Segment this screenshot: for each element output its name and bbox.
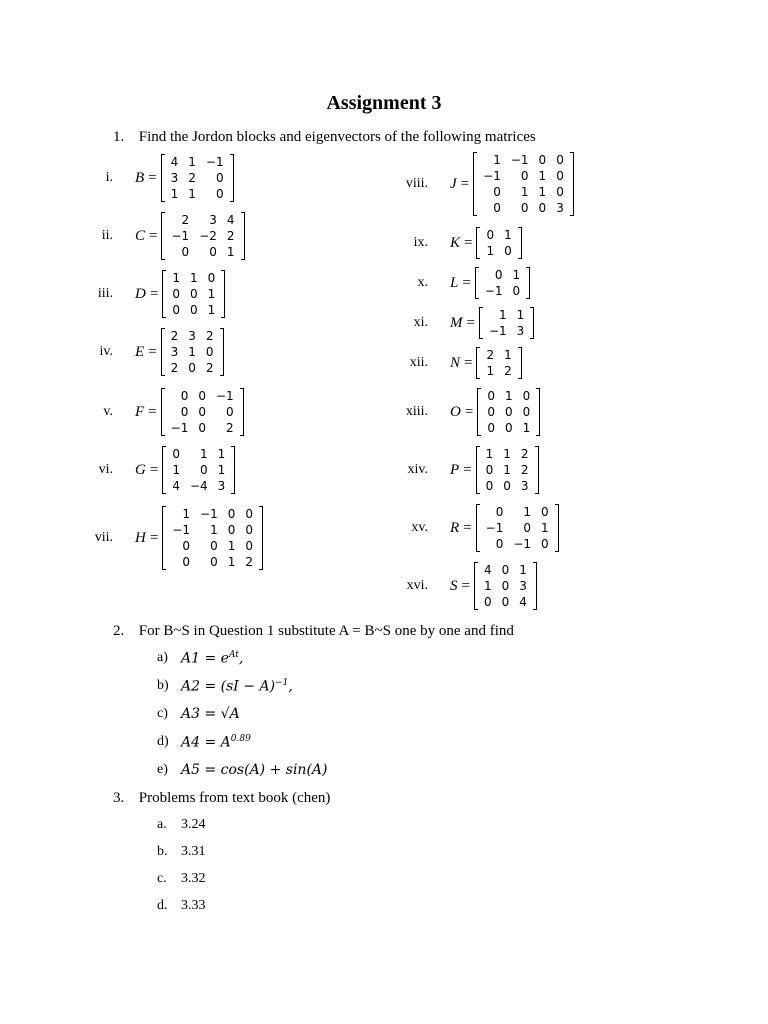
question-1-number: 1. xyxy=(113,129,125,145)
matrix-cell: 2 xyxy=(181,213,190,227)
question-3-subitem xyxy=(157,898,206,914)
equals-sign: = xyxy=(466,314,475,331)
matrix-cell: −1 xyxy=(483,169,501,183)
matrix-cell: 2 xyxy=(188,171,196,185)
matrix-variable: E xyxy=(135,343,145,360)
matrix xyxy=(473,152,574,216)
assignment-title: Assignment 3 xyxy=(326,92,442,114)
question-2-subitem xyxy=(157,706,240,722)
matrix-cell: −1 xyxy=(485,521,504,535)
question-2-subitem xyxy=(157,678,293,695)
matrix-cell: 1 xyxy=(172,271,180,285)
equals-sign: = xyxy=(462,274,471,291)
matrix-cell: 2 xyxy=(170,329,179,343)
matrix-cell: 1 xyxy=(504,348,512,362)
matrix-cell: 3 xyxy=(516,324,525,338)
matrix-cell: 1 xyxy=(189,271,198,285)
matrix-cell: 0 xyxy=(182,555,191,569)
matrix-cell: 1 xyxy=(227,539,236,553)
equals-sign: = xyxy=(149,461,159,478)
matrix-cell: 2 xyxy=(520,463,529,477)
matrix-cell: 3 xyxy=(170,345,179,359)
matrix-cell: 0 xyxy=(198,405,206,419)
matrix-cell: 3 xyxy=(520,479,529,493)
matrix-cell: 0 xyxy=(485,463,494,477)
matrix-variable: M xyxy=(450,314,463,331)
subitem-expression: A4 = A xyxy=(181,734,231,751)
item-roman-numeral: x. xyxy=(417,275,428,290)
matrix-cell: 1 xyxy=(200,447,208,461)
matrix-cell: 1 xyxy=(188,155,196,169)
matrix-cell: 0 xyxy=(556,169,564,183)
matrix-variable: G xyxy=(135,461,146,478)
matrix-cell: 1 xyxy=(210,523,218,537)
matrix-cell: 0 xyxy=(522,405,531,419)
equals-sign: = xyxy=(148,169,157,186)
matrix xyxy=(162,446,235,494)
matrix-cell: 0 xyxy=(493,185,501,199)
matrix-cell: 0 xyxy=(501,563,510,577)
question-2-number: 2. xyxy=(113,623,125,639)
matrix-cell: 1 xyxy=(512,268,521,282)
subitem-punctuation: , xyxy=(288,678,293,695)
matrix-cell: 1 xyxy=(188,345,196,359)
item-roman-numeral: vi. xyxy=(98,462,113,477)
matrix-cell: 0 xyxy=(556,153,564,167)
matrix-cell: −1 xyxy=(488,324,507,338)
matrix-cell: −1 xyxy=(215,389,234,403)
subitem-text: 3.33 xyxy=(181,898,206,913)
equals-sign: = xyxy=(464,234,473,251)
matrix-variable: H xyxy=(135,529,146,546)
matrix-cell: 3 xyxy=(188,329,196,343)
item-roman-numeral: xvi. xyxy=(406,578,428,593)
matrix-cell: 0 xyxy=(487,421,495,435)
equals-sign: = xyxy=(148,403,157,420)
matrix-cell: 1 xyxy=(503,447,511,461)
matrix-cell: 0 xyxy=(487,405,495,419)
subitem-label: b) xyxy=(157,678,169,694)
equals-sign: = xyxy=(460,175,470,192)
matrix-cell: 3 xyxy=(519,579,527,593)
matrix-cell: 1 xyxy=(520,185,529,199)
matrix-cell: −1 xyxy=(172,523,191,537)
matrix-cell: 2 xyxy=(226,421,234,435)
equals-sign: = xyxy=(461,577,470,594)
matrix-cell: 1 xyxy=(499,308,507,322)
question-2-subitem xyxy=(157,762,327,778)
matrix-cell: 1 xyxy=(523,505,532,519)
item-roman-numeral: xii. xyxy=(409,355,428,370)
item-roman-numeral: viii. xyxy=(405,176,428,191)
matrix-cell: 0 xyxy=(245,523,253,537)
subitem-label: a. xyxy=(157,817,167,832)
matrix-cell: 2 xyxy=(486,348,495,362)
matrix-cell: 1 xyxy=(182,507,191,521)
matrix-variable: F xyxy=(135,403,145,420)
matrix-cell: 1 xyxy=(538,185,547,199)
matrix xyxy=(479,307,534,339)
matrix-cell: 0 xyxy=(205,345,214,359)
subitem-text: 3.32 xyxy=(181,871,206,886)
subitem-text: 3.24 xyxy=(181,817,206,832)
question-2-subitem xyxy=(157,734,251,751)
matrix-cell: 0 xyxy=(494,268,503,282)
matrix-cell: 0 xyxy=(520,169,529,183)
subitem-label: b. xyxy=(157,844,168,859)
matrix xyxy=(161,388,244,436)
question-2-text: For B~S in Question 1 substitute A = B~S one by one and find xyxy=(138,623,514,639)
subitem-label: e) xyxy=(157,762,168,777)
matrix xyxy=(161,328,224,376)
matrix-cell: 0 xyxy=(503,479,511,493)
matrix-cell: 0 xyxy=(486,228,495,242)
matrix-variable: L xyxy=(450,274,459,291)
matrix-cell: 0 xyxy=(495,537,504,551)
matrix-cell: 0 xyxy=(172,287,180,301)
equals-sign: = xyxy=(464,403,474,420)
matrix-cell: 4 xyxy=(483,563,492,577)
matrix xyxy=(475,267,530,299)
matrix-cell: 0 xyxy=(189,303,198,317)
matrix-cell: 1 xyxy=(522,421,531,435)
matrix-cell: −1 xyxy=(170,421,189,435)
matrix-cell: 0 xyxy=(512,284,521,298)
matrix-cell: −1 xyxy=(200,507,218,521)
matrix-cell: 0 xyxy=(227,507,236,521)
matrix-cell: 0 xyxy=(541,505,549,519)
matrix-cell: 0 xyxy=(210,555,218,569)
matrix-cell: 2 xyxy=(520,447,529,461)
item-roman-numeral: xv. xyxy=(411,520,428,535)
subitem-expression: A1 = e xyxy=(181,650,229,667)
matrix-cell: 0 xyxy=(227,523,236,537)
subitem-superscript: 0.89 xyxy=(230,734,251,744)
matrix-cell: 0 xyxy=(215,187,224,201)
matrix-variable: N xyxy=(450,354,461,371)
matrix-cell: 4 xyxy=(172,479,180,493)
subitem-expression: A3 = √A xyxy=(181,706,240,722)
matrix-cell: −1 xyxy=(171,229,190,243)
item-roman-numeral: iii. xyxy=(97,286,113,301)
equals-sign: = xyxy=(464,354,473,371)
matrix xyxy=(161,212,244,260)
matrix-cell: 0 xyxy=(501,595,510,609)
matrix-cell: 1 xyxy=(516,308,525,322)
matrix-cell: 0 xyxy=(180,405,189,419)
matrix-cell: 0 xyxy=(538,201,547,215)
matrix-variable: C xyxy=(135,227,146,244)
matrix-cell: 1 xyxy=(172,463,180,477)
subitem-superscript: −1 xyxy=(275,678,289,688)
matrix xyxy=(476,227,521,259)
matrix-cell: 1 xyxy=(538,169,547,183)
subitem-expression: A5 = cos(A) + sin(A) xyxy=(181,762,328,778)
matrix-cell: 1 xyxy=(486,364,495,378)
matrix-cell: 0 xyxy=(189,287,198,301)
matrix-variable: J xyxy=(450,175,457,192)
question-3-subitem xyxy=(157,844,206,860)
matrix-cell: 1 xyxy=(504,228,512,242)
item-roman-numeral: i. xyxy=(105,170,113,185)
matrix-cell: 3 xyxy=(556,201,564,215)
matrix-variable: D xyxy=(135,285,146,302)
matrix-cell: −4 xyxy=(189,479,208,493)
item-roman-numeral: xiii. xyxy=(405,404,428,419)
item-roman-numeral: ix. xyxy=(413,235,428,250)
question-3-subitem xyxy=(157,871,206,887)
matrix-cell: 0 xyxy=(522,389,531,403)
matrix xyxy=(476,347,521,379)
subitem-label: d) xyxy=(157,734,169,750)
matrix-variable: R xyxy=(450,519,460,536)
matrix-cell: 0 xyxy=(538,153,547,167)
matrix-cell: 0 xyxy=(181,245,190,259)
matrix-cell: 1 xyxy=(504,389,513,403)
question-1 xyxy=(113,129,536,146)
item-roman-numeral: ii. xyxy=(101,228,113,243)
question-3-text: Problems from text book (chen) xyxy=(138,790,331,806)
equals-sign: = xyxy=(149,227,158,244)
item-roman-numeral: vii. xyxy=(94,530,113,545)
matrix-cell: 2 xyxy=(504,364,512,378)
matrix-cell: 2 xyxy=(245,555,253,569)
matrix-cell: 0 xyxy=(172,447,180,461)
matrix-variable: K xyxy=(450,234,461,251)
matrix-cell: 0 xyxy=(487,389,495,403)
matrix-cell: −1 xyxy=(513,537,532,551)
matrix xyxy=(162,270,225,318)
matrix-variable: O xyxy=(450,403,461,420)
matrix-variable: P xyxy=(450,461,460,478)
item-roman-numeral: v. xyxy=(103,404,113,419)
matrix-cell: 1 xyxy=(217,463,226,477)
question-3-subitem xyxy=(157,817,206,833)
matrix xyxy=(477,388,540,436)
matrix-cell: 0 xyxy=(209,245,217,259)
matrix-cell: 1 xyxy=(519,563,527,577)
question-3-number: 3. xyxy=(113,790,125,806)
matrix-cell: −1 xyxy=(484,284,503,298)
matrix-cell: 1 xyxy=(541,521,549,535)
matrix xyxy=(476,446,539,494)
matrix-cell: 0 xyxy=(172,303,180,317)
matrix-cell: 0 xyxy=(226,405,234,419)
matrix-cell: 4 xyxy=(170,155,179,169)
matrix xyxy=(162,506,263,570)
matrix-cell: 0 xyxy=(198,421,206,435)
matrix-cell: 0 xyxy=(504,244,512,258)
matrix-cell: 1 xyxy=(188,187,196,201)
matrix-cell: 0 xyxy=(541,537,549,551)
matrix-cell: 0 xyxy=(245,539,253,553)
matrix-cell: −1 xyxy=(205,155,224,169)
matrix-cell: 0 xyxy=(523,521,532,535)
matrix-cell: 0 xyxy=(504,405,513,419)
matrix xyxy=(474,562,537,610)
matrix-cell: 1 xyxy=(483,579,492,593)
matrix-cell: 0 xyxy=(207,271,216,285)
matrix-cell: 0 xyxy=(200,463,208,477)
item-roman-numeral: iv. xyxy=(99,344,113,359)
matrix-cell: 1 xyxy=(227,555,236,569)
equals-sign: = xyxy=(463,461,472,478)
question-3 xyxy=(113,790,330,807)
matrix-cell: −2 xyxy=(199,229,217,243)
matrix-cell: 3 xyxy=(217,479,226,493)
subitem-label: c) xyxy=(157,706,168,721)
matrix-cell: 0 xyxy=(483,595,492,609)
matrix-cell: 2 xyxy=(170,361,179,375)
question-2 xyxy=(113,623,514,640)
matrix-cell: 0 xyxy=(198,389,206,403)
matrix-cell: 1 xyxy=(217,447,226,461)
matrix-cell: 0 xyxy=(182,539,191,553)
matrix-cell: 0 xyxy=(520,201,529,215)
subitem-label: c. xyxy=(157,871,167,886)
equals-sign: = xyxy=(149,285,159,302)
matrix-cell: 0 xyxy=(210,539,218,553)
matrix-cell: 1 xyxy=(207,287,216,301)
matrix-cell: 0 xyxy=(180,389,189,403)
subitem-expression: A2 = (sI − A) xyxy=(181,678,276,695)
matrix-variable: S xyxy=(450,577,458,594)
subitem-text: 3.31 xyxy=(181,844,206,859)
matrix-cell: −1 xyxy=(510,153,529,167)
matrix-cell: 1 xyxy=(207,303,216,317)
matrix-variable: B xyxy=(135,169,145,186)
matrix-cell: 2 xyxy=(226,229,235,243)
equals-sign: = xyxy=(149,529,159,546)
matrix-cell: 0 xyxy=(556,185,564,199)
question-2-subitem xyxy=(157,650,243,667)
matrix-cell: 4 xyxy=(226,213,235,227)
matrix xyxy=(476,504,559,552)
matrix-cell: 4 xyxy=(519,595,527,609)
matrix-cell: 0 xyxy=(495,505,504,519)
matrix-cell: 2 xyxy=(205,361,214,375)
matrix-cell: 0 xyxy=(504,421,513,435)
equals-sign: = xyxy=(463,519,472,536)
matrix-cell: 1 xyxy=(503,463,511,477)
matrix-cell: 1 xyxy=(226,245,235,259)
subitem-label: d. xyxy=(157,898,168,913)
subitem-superscript: At xyxy=(228,650,239,660)
question-1-text: Find the Jordon blocks and eigenvectors of the following matrices xyxy=(138,129,536,145)
subitem-label: a) xyxy=(157,650,168,666)
matrix-cell: 0 xyxy=(188,361,196,375)
matrix-cell: 3 xyxy=(170,171,179,185)
matrix-cell: 1 xyxy=(485,447,494,461)
subitem-punctuation: , xyxy=(238,650,244,667)
item-roman-numeral: xi. xyxy=(413,315,428,330)
matrix-cell: 2 xyxy=(205,329,214,343)
equals-sign: = xyxy=(148,343,157,360)
matrix-cell: 1 xyxy=(486,244,495,258)
matrix-cell: 0 xyxy=(493,201,501,215)
matrix-cell: 0 xyxy=(215,171,224,185)
matrix-cell: 1 xyxy=(493,153,501,167)
matrix-cell: 0 xyxy=(485,479,494,493)
matrix-cell: 1 xyxy=(170,187,179,201)
matrix-cell: 0 xyxy=(245,507,253,521)
item-roman-numeral: xiv. xyxy=(407,462,428,477)
matrix-cell: 3 xyxy=(209,213,217,227)
matrix xyxy=(161,154,234,202)
matrix-cell: 0 xyxy=(501,579,510,593)
